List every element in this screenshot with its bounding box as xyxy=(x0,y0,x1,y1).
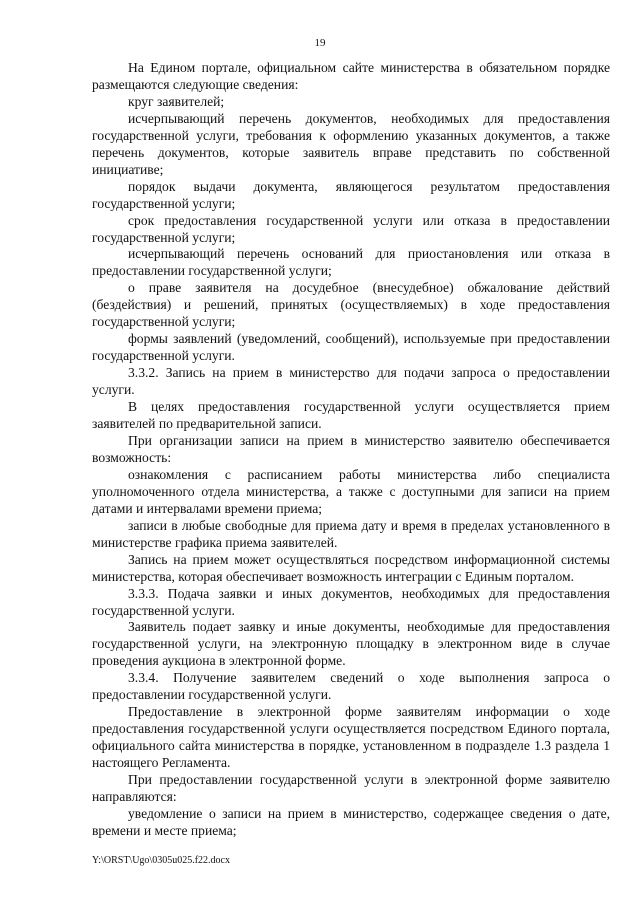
paragraph: исчерпывающий перечень оснований для приостановления или отказа в предоставлении государственной услуги; xyxy=(92,246,610,279)
section-heading: 3.3.2. Запись на прием в министерство для подачи запроса о предоставлении услуги. xyxy=(92,365,610,398)
section-heading: 3.3.3. Подача заявки и иных документов, необходимых для предоставления государственной услуги. xyxy=(92,585,610,618)
paragraph: порядок выдачи документа, являющегося результатом предоставления государственной услуги; xyxy=(92,178,610,211)
paragraph: Предоставление в электронной форме заявителям информации о ходе предоставления государственной услуги осуществляется посредством Единого портала, официального сайта министерства в порядке, установленном в подразделе 1.3 раздела 1 настоящего Регламента. xyxy=(92,704,610,771)
paragraph: Запись на прием может осуществляться посредством информационной системы министерства, которая обеспечивает возможность интеграции с Единым порталом. xyxy=(92,551,610,584)
paragraph: круг заявителей; xyxy=(128,93,225,109)
paragraph: срок предоставления государственной услуги или отказа в предоставлении государственной услуги; xyxy=(92,212,610,245)
paragraph: записи в любые свободные для приема дату и время в пределах установленного в министерстве графика приема заявителей. xyxy=(92,517,610,550)
paragraph: При организации записи на прием в министерство заявителю обеспечивается возможность: xyxy=(92,432,610,465)
page-number: 19 xyxy=(314,37,326,49)
footer-file-path: Y:\ORST\Ugo\0305u025.f22.docx xyxy=(92,855,230,866)
paragraph: ознакомления с расписанием работы министерства либо специалиста уполномоченного отдела министерства, а также с доступными для записи на прием датами и интервалами времени приема; xyxy=(92,466,610,516)
document-body xyxy=(92,60,610,840)
paragraph: исчерпывающий перечень документов, необходимых для предоставления государственной услуги, требования к оформлению указанных документов, а также перечень документов, которые заявитель вправе представить по собственной инициативе; xyxy=(92,110,610,177)
section-heading: 3.3.4. Получение заявителем сведений о ходе выполнения запроса о предоставлении государственной услуги. xyxy=(92,670,610,703)
paragraph: Заявитель подает заявку и иные документы, необходимые для предоставления государственной услуги, на электронную площадку в электронном виде в случае проведения аукциона в электронной форме. xyxy=(92,619,610,669)
paragraph: При предоставлении государственной услуги в электронной форме заявителю направляются: xyxy=(92,772,610,804)
paragraph: о праве заявителя на досудебное (внесудебное) обжалование действий (бездействия) и решений, принятых (осуществляемых) в ходе предоставления государственной услуги; xyxy=(92,280,610,330)
paragraph: На Едином портале, официальном сайте министерства в обязательном порядке размещаются следующие сведения: xyxy=(92,60,610,92)
paragraph: уведомление о записи на прием в министерство, содержащее сведения о дате, времени и месте приема; xyxy=(92,805,610,838)
paragraph: формы заявлений (уведомлений, сообщений), используемые при предоставлении государственной услуги. xyxy=(92,331,610,364)
paragraph: В целях предоставления государственной услуги осуществляется прием заявителей по предварительной записи. xyxy=(92,399,610,432)
